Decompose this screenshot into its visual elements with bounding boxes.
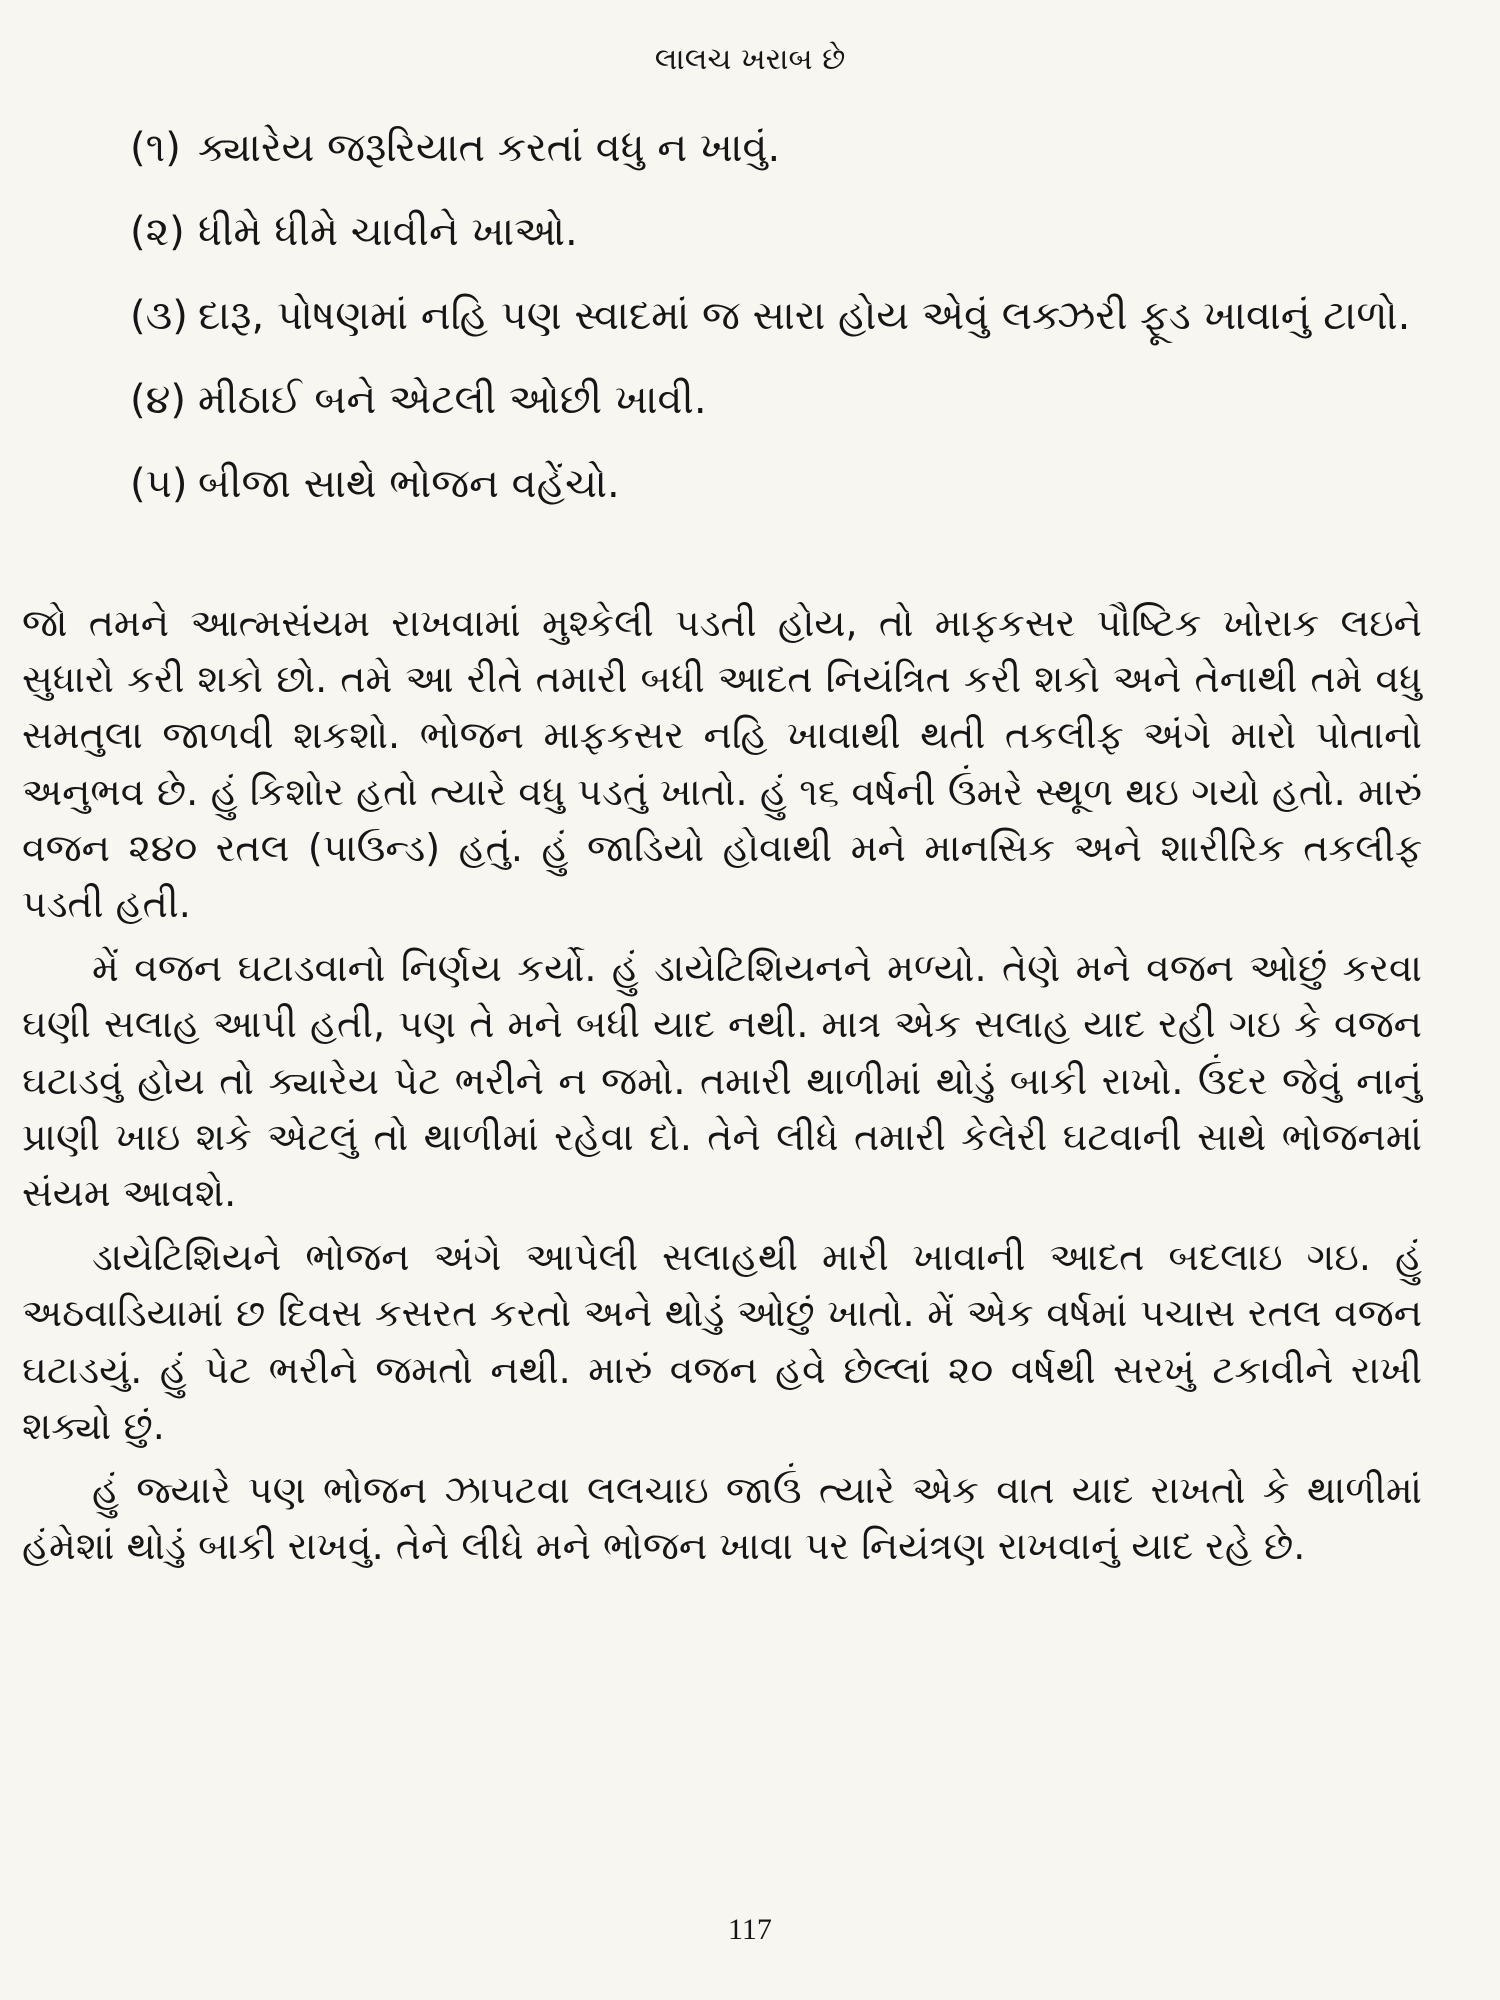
list-item-number: (૩) [130,293,188,339]
list-item-text: બીજા સાથે ભોજન વહેંચો. [198,461,620,507]
body-text [22,595,1422,1582]
paragraph: હું જ્યારે પણ ભોજન ઝાપટવા લલચાઇ જાઉં ત્યારે એક વાત યાદ રાખતો કે થાળીમાં હંમેશાં થોડું બાકી રાખવું. તેને લીધે મને ભોજન ખાવા પર નિયંત્રણ રાખવાનું યાદ રહે છે. [22,1468,1422,1569]
list-item-text: ધીમે ધીમે ચાવીને ખાઓ. [198,209,578,255]
list-item-text: ક્યારેય જરૂરિયાત કરતાં વધુ ન ખાવું. [198,125,781,171]
list-item [130,286,1420,346]
paragraph: ડાયેટિશિયને ભોજન અંગે આપેલી સલાહથી મારી ખાવાની આદત બદલાઇ ગઇ. હું અઠવાડિયામાં છ દિવસ કસરત કરતો અને થોડું ઓછું ખાતો. મેં એક વર્ષમાં પચાસ રતલ વજન ઘટાડયું. હું પેટ ભરીને જમતો નથી. મારું વજન હવે છેલ્લાં ૨૦ વર્ષથી સરખું ટકાવીને રાખી શક્યો છું. [22,1235,1422,1448]
list-item-number: (૧) [130,125,181,171]
list-item-text: દારૂ, પોષણમાં નહિ પણ સ્વાદમાં જ સારા હોય એવું લક્ઝરી ફૂડ ખાવાનું ટાળો. [198,293,1411,339]
list-item [130,118,1420,178]
running-head: લાલચ ખરાબ છે [654,42,846,77]
list-item-number: (૪) [130,377,187,423]
list-item [130,370,1420,430]
advice-list [130,118,1420,538]
paragraph: જો તમને આત્મસંયમ રાખવામાં મુશ્કેલી પડતી હોય, તો માફકસર પૌષ્ટિક ખોરાક લઇને સુધારો કરી શકો છો. તમે આ રીતે તમારી બધી આદત નિયંત્રિત કરી શકો અને તેનાથી તમે વધુ સમતુલા જાળવી શકશો. ભોજન માફકસર નહિ ખાવાથી થતી તકલીફ અંગે મારો પોતાનો અનુભવ છે. હું કિશોર હતો ત્યારે વધુ પડતું ખાતો. હું ૧૬ વર્ષની ઉંમરે સ્થૂળ થઇ ગયો હતો. મારું વજન ૨૪૦ રતલ (પાઉન્ડ) હતું. હું જાડિયો હોવાથી મને માનસિક અને શારીરિક તકલીફ પડતી હતી. [22,601,1422,927]
list-item [130,202,1420,262]
page-number: 117 [728,1913,772,1946]
list-item-number: (૨) [130,209,185,255]
paragraph: મેં વજન ઘટાડવાનો નિર્ણય કર્યો. હું ડાયેટિશિયનને મળ્યો. તેણે મને વજન ઓછું કરવા ઘણી સલાહ આપી હતી, પણ તે મને બધી યાદ નથી. માત્ર એક સલાહ યાદ રહી ગઇ કે વજન ઘટાડવું હોય તો ક્યારેય પેટ ભરીને ન જમો. તમારી થાળીમાં થોડું બાકી રાખો. ઉંદર જેવું નાનું પ્રાણી ખાઇ શકે એટલું તો થાળીમાં રહેવા દો. તેને લીધે તમારી કેલેરી ઘટવાની સાથે ભોજનમાં સંયમ આવશે. [22,946,1422,1216]
list-item-text: મીઠાઈ બને એટલી ઓછી ખાવી. [198,377,707,423]
list-item [130,454,1420,514]
list-item-number: (૫) [130,461,188,507]
